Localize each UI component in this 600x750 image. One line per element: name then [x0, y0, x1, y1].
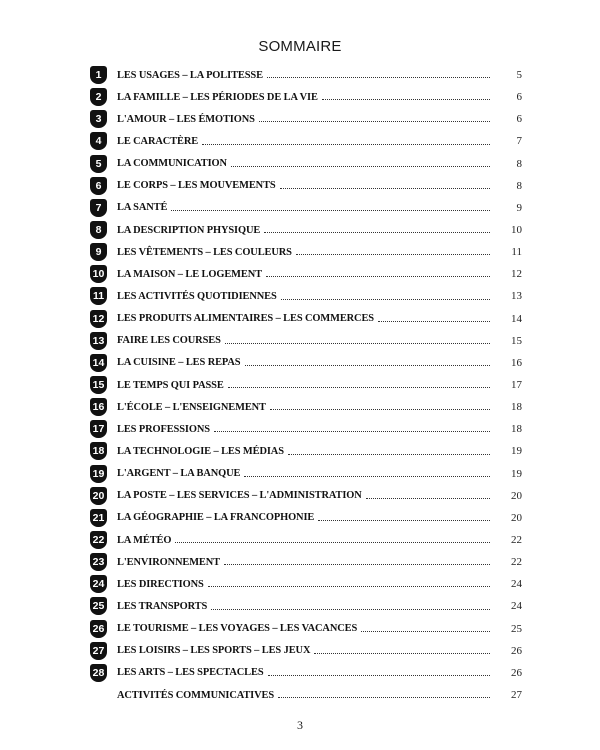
dot-leader — [266, 276, 490, 277]
toc-entry[interactable] — [90, 330, 522, 352]
chapter-title: LA POSTE – LES SERVICES – L'ADMINISTRATION — [117, 490, 362, 502]
dot-leader — [281, 299, 490, 300]
chapter-number-badge: 1 — [90, 66, 107, 84]
toc-entry[interactable] — [90, 684, 522, 706]
chapter-title: ACTIVITÉS COMMUNICATIVES — [117, 689, 275, 701]
dot-leader — [318, 520, 490, 521]
chapter-page-number: 5 — [516, 69, 522, 82]
chapter-number-badge: 3 — [90, 110, 107, 128]
dot-leader — [314, 653, 490, 654]
toc-entry[interactable] — [90, 396, 522, 418]
chapter-number-badge: 6 — [90, 177, 107, 195]
chapter-number-badge: 15 — [90, 376, 107, 394]
chapter-title: LES PRODUITS ALIMENTAIRES – LES COMMERCES — [117, 313, 374, 325]
chapter-number-badge: 17 — [90, 420, 107, 438]
chapter-page-number: 24 — [511, 600, 522, 613]
chapter-number-badge: 23 — [90, 553, 107, 571]
chapter-title: LA FAMILLE – LES PÉRIODES DE LA VIE — [117, 91, 318, 103]
chapter-number-badge: 11 — [90, 287, 107, 305]
chapter-title: FAIRE LES COURSES — [117, 335, 221, 347]
page-title: SOMMAIRE — [258, 38, 342, 55]
dot-leader — [267, 77, 490, 78]
toc-entry[interactable] — [90, 130, 522, 152]
dot-leader — [378, 321, 490, 322]
dot-leader — [225, 343, 490, 344]
chapter-title: LES VÊTEMENTS – LES COULEURS — [117, 246, 292, 258]
chapter-title: LES TRANSPORTS — [117, 600, 208, 612]
toc-entry[interactable] — [90, 507, 522, 529]
chapter-number-badge: 10 — [90, 265, 107, 283]
dot-leader — [280, 188, 490, 189]
toc-entry[interactable] — [90, 485, 522, 507]
dot-leader — [288, 454, 490, 455]
chapter-page-number: 18 — [511, 401, 522, 414]
dot-leader — [171, 210, 490, 211]
toc-entry[interactable] — [90, 463, 522, 485]
chapter-page-number: 19 — [511, 467, 522, 480]
chapter-page-number: 11 — [511, 246, 522, 259]
chapter-title: LA CUISINE – LES REPAS — [117, 357, 241, 369]
chapter-page-number: 6 — [516, 113, 522, 126]
dot-leader — [202, 144, 490, 145]
chapter-number-badge: 21 — [90, 509, 107, 527]
dot-leader — [264, 232, 490, 233]
chapter-page-number: 26 — [511, 666, 522, 679]
chapter-number-badge: 2 — [90, 88, 107, 106]
toc-entry[interactable] — [90, 529, 522, 551]
chapter-title: L'ARGENT – LA BANQUE — [117, 468, 241, 480]
chapter-page-number: 20 — [511, 511, 522, 524]
chapter-number-badge: 25 — [90, 597, 107, 615]
toc-entry[interactable] — [90, 64, 522, 86]
chapter-page-number: 25 — [511, 622, 522, 635]
dot-leader — [322, 99, 490, 100]
chapter-page-number: 15 — [511, 334, 522, 347]
chapter-page-number: 22 — [511, 556, 522, 569]
dot-leader — [228, 387, 490, 388]
chapter-title: LA GÉOGRAPHIE – LA FRANCOPHONIE — [117, 512, 315, 524]
chapter-title: LES USAGES – LA POLITESSE — [117, 69, 263, 81]
chapter-title: LA MÉTÉO — [117, 534, 172, 546]
chapter-page-number: 26 — [511, 644, 522, 657]
chapter-title: L'ENVIRONNEMENT — [117, 556, 220, 568]
toc-entry[interactable] — [90, 108, 522, 130]
chapter-number-badge: 4 — [90, 132, 107, 150]
chapter-number-badge: 28 — [90, 664, 107, 682]
toc-entry[interactable] — [90, 308, 522, 330]
toc-entry[interactable] — [90, 285, 522, 307]
chapter-page-number: 16 — [511, 356, 522, 369]
toc-entry[interactable] — [90, 175, 522, 197]
chapter-title: LE TEMPS QUI PASSE — [117, 379, 224, 391]
toc-entry[interactable] — [90, 197, 522, 219]
dot-leader — [175, 542, 490, 543]
chapter-number-badge: 12 — [90, 310, 107, 328]
chapter-number-badge: 27 — [90, 642, 107, 660]
chapter-title: L'AMOUR – LES ÉMOTIONS — [117, 113, 255, 125]
dot-leader — [366, 498, 490, 499]
chapter-title: LES LOISIRS – LES SPORTS – LES JEUX — [117, 645, 311, 657]
chapter-number-badge: 20 — [90, 487, 107, 505]
chapter-title: LE CARACTÈRE — [117, 135, 199, 147]
chapter-number-badge: 9 — [90, 243, 107, 261]
dot-leader — [361, 631, 490, 632]
chapter-page-number: 19 — [511, 445, 522, 458]
chapter-number-badge: 26 — [90, 620, 107, 638]
chapter-title: LA MAISON – LE LOGEMENT — [117, 268, 262, 280]
chapter-number-badge: 13 — [90, 332, 107, 350]
chapter-page-number: 17 — [511, 379, 522, 392]
dot-leader — [259, 121, 490, 122]
chapter-number-badge: 22 — [90, 531, 107, 549]
dot-leader — [270, 409, 490, 410]
toc-entry[interactable] — [90, 263, 522, 285]
chapter-number-badge: 14 — [90, 354, 107, 372]
toc-entry[interactable] — [90, 219, 522, 241]
chapter-title: LES ARTS – LES SPECTACLES — [117, 667, 264, 679]
chapter-number-badge: 8 — [90, 221, 107, 239]
chapter-page-number: 13 — [511, 290, 522, 303]
toc-entry[interactable] — [90, 551, 522, 573]
dot-leader — [244, 476, 490, 477]
chapter-title: LE CORPS – LES MOUVEMENTS — [117, 180, 276, 192]
toc-entry[interactable] — [90, 640, 522, 662]
table-of-contents — [90, 64, 522, 706]
dot-leader — [224, 564, 490, 565]
toc-entry[interactable] — [90, 595, 522, 617]
dot-leader — [214, 431, 490, 432]
dot-leader — [296, 254, 490, 255]
chapter-page-number: 18 — [511, 423, 522, 436]
chapter-number-badge: 24 — [90, 575, 107, 593]
page-number: 3 — [297, 718, 303, 732]
chapter-page-number: 20 — [511, 489, 522, 502]
chapter-title: LES DIRECTIONS — [117, 578, 204, 590]
chapter-page-number: 12 — [511, 268, 522, 281]
dot-leader — [268, 675, 490, 676]
dot-leader — [278, 697, 490, 698]
chapter-title: LA COMMUNICATION — [117, 158, 227, 170]
dot-leader — [208, 586, 490, 587]
chapter-title: LES PROFESSIONS — [117, 423, 210, 435]
toc-entry[interactable] — [90, 573, 522, 595]
toc-entry[interactable] — [90, 374, 522, 396]
chapter-number-badge: 19 — [90, 465, 107, 483]
chapter-number-badge: 18 — [90, 442, 107, 460]
chapter-page-number: 10 — [511, 224, 522, 237]
chapter-number-badge: 5 — [90, 155, 107, 173]
chapter-title: LA SANTÉ — [117, 202, 168, 214]
dot-leader — [245, 365, 491, 366]
chapter-page-number: 6 — [516, 91, 522, 104]
chapter-number-badge: 16 — [90, 398, 107, 416]
chapter-page-number: 24 — [511, 578, 522, 591]
toc-entry[interactable] — [90, 153, 522, 175]
chapter-page-number: 9 — [516, 201, 522, 214]
chapter-title: LE TOURISME – LES VOYAGES – LES VACANCES — [117, 623, 358, 635]
toc-entry[interactable] — [90, 86, 522, 108]
chapter-page-number: 22 — [511, 534, 522, 547]
toc-entry[interactable] — [90, 618, 522, 640]
chapter-page-number: 14 — [511, 312, 522, 325]
chapter-page-number: 8 — [516, 157, 522, 170]
toc-entry[interactable] — [90, 440, 522, 462]
dot-leader — [211, 609, 490, 610]
chapter-page-number: 27 — [511, 689, 522, 701]
chapter-title: LA TECHNOLOGIE – LES MÉDIAS — [117, 445, 284, 457]
chapter-number-badge — [90, 686, 107, 704]
toc-entry[interactable] — [90, 662, 522, 684]
toc-entry[interactable] — [90, 418, 522, 440]
chapter-number-badge: 7 — [90, 199, 107, 217]
chapter-page-number: 8 — [516, 179, 522, 192]
chapter-title: LES ACTIVITÉS QUOTIDIENNES — [117, 290, 277, 302]
chapter-title: L'ÉCOLE – L'ENSEIGNEMENT — [117, 401, 266, 413]
toc-entry[interactable] — [90, 241, 522, 263]
chapter-page-number: 7 — [516, 135, 522, 148]
dot-leader — [231, 166, 490, 167]
toc-entry[interactable] — [90, 352, 522, 374]
chapter-title: LA DESCRIPTION PHYSIQUE — [117, 224, 261, 236]
